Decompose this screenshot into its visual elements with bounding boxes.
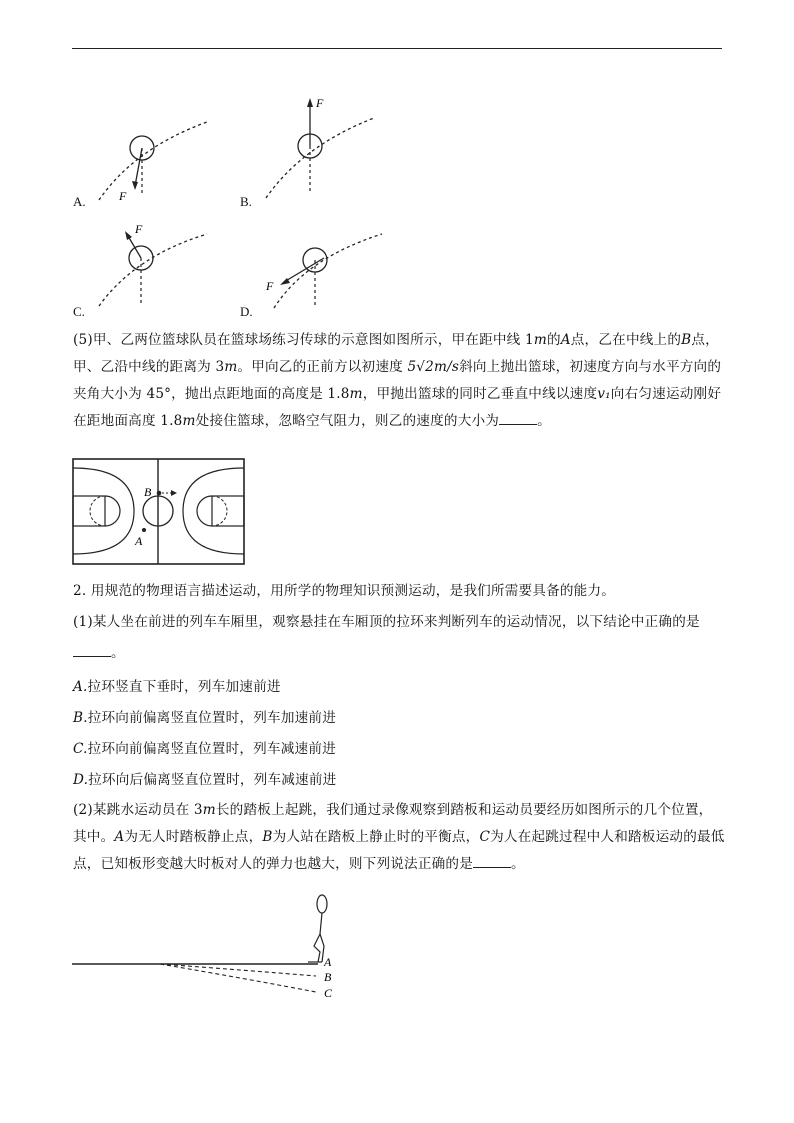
choice-d[interactable]: D.拉环向后偏离竖直位置时，列车减速前进 <box>73 772 337 788</box>
answer-blank-2-1[interactable] <box>73 644 111 657</box>
court-label-b: B <box>144 485 152 499</box>
board-label-b: B <box>324 970 332 984</box>
choice-c[interactable]: C.拉环向前偏离竖直位置时，列车减速前进 <box>73 741 336 757</box>
option-label-d: D. <box>240 304 253 319</box>
option-figure-c <box>95 220 215 312</box>
diving-board-figure <box>72 890 352 1002</box>
board-label-a: A <box>324 955 332 969</box>
answer-blank-2-2[interactable] <box>473 855 511 868</box>
option-label-a: A. <box>73 194 86 209</box>
header-rule <box>72 48 722 49</box>
answer-blank[interactable] <box>499 412 537 425</box>
option-label-b: B. <box>240 194 252 209</box>
option-figure-a <box>95 118 215 210</box>
basketball-court-figure <box>72 458 246 566</box>
option-label-c: C. <box>73 304 85 319</box>
choice-b[interactable]: B.拉环向前偏离竖直位置时，列车加速前进 <box>73 710 337 726</box>
choice-a[interactable]: A.拉环竖直下垂时，列车加速前进 <box>73 679 281 695</box>
question-5-text: (5)甲、乙两位篮球队员在篮球场练习传球的示意图如图所示，甲在距中线 1m的A点，乙在中线上的B点， 甲、乙沿中线的距离为 3m。甲向乙的正前方以初速度 5√2m/s斜向上抛出篮球，初速度方向与水平方向的 夹角大小为 45°，抛出点距地面的高度是 1.8m，甲抛出篮球的同时乙垂直中线以速度v₁向右匀速运动刚好 在距地面高度 1.8m处接住篮球，忽略空气阻力，则乙的速度的大小为 。 <box>73 332 722 429</box>
question-2-choices <box>73 672 729 796</box>
option-figure-d <box>262 228 382 312</box>
force-label-a: F <box>119 189 127 203</box>
force-label-c: F <box>135 222 143 236</box>
board-label-c: C <box>324 986 333 1000</box>
option-figure-b <box>262 94 382 208</box>
force-label-b: F <box>316 96 324 110</box>
force-label-d: F <box>266 279 274 293</box>
question-2-text: 2. 用规范的物理语言描述运动，用所学的物理知识预测运动，是我们所需要具备的能力。 (1)某人坐在前进的列车车厢里，观察悬挂在车厢顶的拉环来判断列车的运动情况，以下结论中正确的是 。 <box>73 583 700 661</box>
question-2-part-2: (2)某跳水运动员在 3m长的踏板上起跳，我们通过录像观察到踏板和运动员要经历如图所示的几个位置， 其中。A为无人时踏板静止点，B为人站在踏板上静止时的平衡点，C为人在起跳过程中人和踏板运动的最低 点，已知板形变越大时板对人的弹力也越大，则下列说法正确的是 。 <box>73 802 725 872</box>
court-label-a: A <box>135 534 143 548</box>
